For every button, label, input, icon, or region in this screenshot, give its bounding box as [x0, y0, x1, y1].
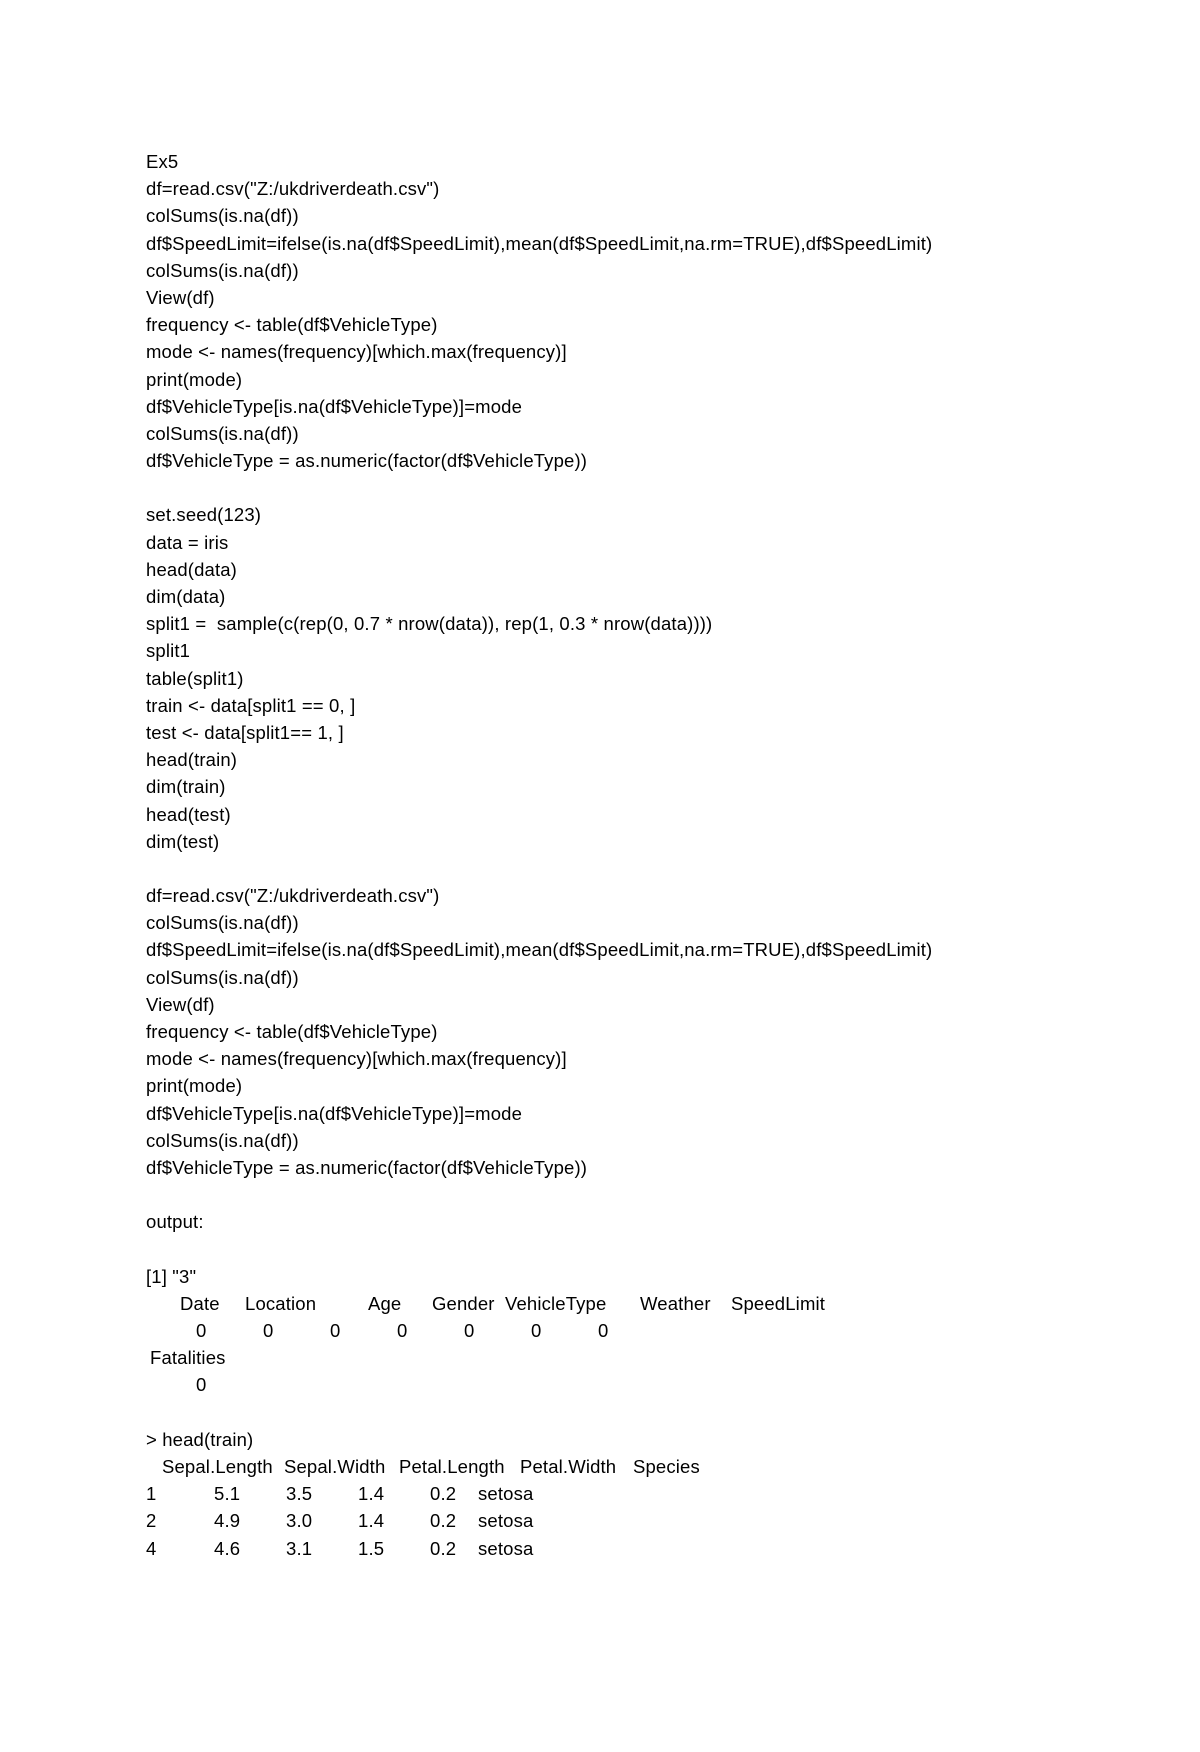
na-header-cell: Date: [180, 1292, 220, 1314]
code-line: train <- data[split1 == 0, ]: [146, 694, 356, 716]
code-line: df$VehicleType[is.na(df$VehicleType)]=mode: [146, 1102, 523, 1124]
row-index-cell: 2: [146, 1510, 157, 1532]
na-header-cell: VehicleType: [505, 1292, 607, 1314]
code-line: test <- data[split1== 1, ]: [146, 721, 344, 743]
train-header-cell: Petal.Length: [399, 1456, 505, 1477]
code-line: frequency <- table(df$VehicleType): [146, 314, 438, 336]
na-counts-value-row: [146, 1317, 1146, 1344]
row-index-cell: 4: [146, 1537, 157, 1559]
na-header-cell: Weather: [640, 1292, 711, 1314]
code-line: split1: [146, 640, 191, 662]
na-header-cell: Fatalities: [150, 1347, 226, 1369]
table-cell: 1.4: [358, 1510, 385, 1532]
code-line: head(test): [146, 803, 231, 825]
code-line: df$SpeedLimit=ifelse(is.na(df$SpeedLimit),mean(df$SpeedLimit,na.rm=TRUE),df$SpeedLimit): [146, 939, 933, 961]
table-row: [146, 1535, 1146, 1562]
train-header-cell: Sepal.Length: [162, 1456, 273, 1477]
table-cell: 0.2: [430, 1483, 457, 1505]
document-body: [146, 148, 1146, 1562]
head-train-table: [146, 1426, 1146, 1562]
code-line: mode <- names(frequency)[which.max(frequency)]: [146, 1048, 567, 1070]
code-block-ukdriverdeath-repeat: [146, 882, 1146, 1181]
blank-line: [146, 1181, 1146, 1208]
na-value-cell: 0: [531, 1320, 542, 1342]
output-heading: output:: [146, 1211, 204, 1233]
table-cell: 3.0: [286, 1510, 313, 1532]
table-cell: 5.1: [214, 1483, 241, 1505]
code-line: colSums(is.na(df)): [146, 966, 299, 988]
blank-line: [146, 474, 1146, 501]
na-header-cell: Location: [245, 1292, 317, 1314]
blank-line: [146, 1399, 1146, 1426]
code-line: colSums(is.na(df)): [146, 422, 299, 444]
code-line: head(data): [146, 558, 237, 580]
output-section: [146, 1208, 1146, 1561]
code-line: dim(train): [146, 776, 226, 798]
head-train-prompt: > head(train): [146, 1428, 254, 1450]
na-counts-extra-header-row: [146, 1344, 1146, 1371]
table-cell: setosa: [478, 1483, 534, 1505]
na-counts-header-row: [146, 1290, 1146, 1317]
head-train-header-row: [146, 1453, 1146, 1480]
code-line: df$VehicleType = as.numeric(factor(df$VehicleType)): [146, 1156, 588, 1178]
na-value-cell: 0: [263, 1320, 274, 1342]
code-line: dim(test): [146, 830, 220, 852]
code-line: mode <- names(frequency)[which.max(frequency)]: [146, 341, 567, 363]
code-line: table(split1): [146, 667, 244, 689]
table-cell: 4.6: [214, 1537, 241, 1559]
code-line: data = iris: [146, 531, 229, 553]
na-value-cell: 0: [196, 1320, 207, 1342]
train-header-cell: Petal.Width: [520, 1456, 617, 1477]
table-row: [146, 1507, 1146, 1534]
table-row: [146, 1480, 1146, 1507]
na-value-cell: 0: [196, 1374, 207, 1396]
code-line: df=read.csv("Z:/ukdriverdeath.csv"): [146, 178, 440, 200]
code-line: colSums(is.na(df)): [146, 1129, 299, 1151]
na-counts-table: [146, 1290, 1146, 1399]
row-index-cell: 1: [146, 1483, 157, 1505]
train-header-cell: Sepal.Width: [284, 1456, 386, 1477]
code-line: colSums(is.na(df)): [146, 912, 299, 934]
blank-line: [146, 855, 1146, 882]
code-line: head(train): [146, 749, 238, 771]
table-cell: 0.2: [430, 1510, 457, 1532]
train-header-cell: Species: [633, 1456, 700, 1477]
table-cell: 1.5: [358, 1537, 385, 1559]
code-block-iris-split: [146, 501, 1146, 854]
code-line: df$VehicleType[is.na(df$VehicleType)]=mode: [146, 395, 523, 417]
code-block-ukdriverdeath: [146, 148, 1146, 474]
table-cell: 4.9: [214, 1510, 241, 1532]
na-header-cell: Gender: [432, 1292, 495, 1314]
code-line: dim(data): [146, 586, 226, 607]
code-line: frequency <- table(df$VehicleType): [146, 1021, 438, 1042]
code-line: print(mode): [146, 1075, 243, 1097]
table-cell: 0.2: [430, 1537, 457, 1559]
code-line: print(mode): [146, 368, 243, 390]
table-cell: setosa: [478, 1510, 534, 1532]
code-line: split1 = sample(c(rep(0, 0.7 * nrow(data)), rep(1, 0.3 * nrow(data)))): [146, 613, 713, 635]
code-line: Ex5: [146, 151, 179, 172]
na-value-cell: 0: [397, 1320, 408, 1342]
code-line: df=read.csv("Z:/ukdriverdeath.csv"): [146, 885, 440, 907]
na-value-cell: 0: [464, 1320, 475, 1342]
na-value-cell: 0: [598, 1320, 609, 1342]
code-line: View(df): [146, 286, 215, 308]
code-line: colSums(is.na(df)): [146, 259, 299, 281]
table-cell: setosa: [478, 1537, 534, 1559]
code-line: colSums(is.na(df)): [146, 205, 299, 227]
na-counts-extra-value-row: [146, 1371, 1146, 1398]
code-line: df$VehicleType = as.numeric(factor(df$VehicleType)): [146, 450, 588, 472]
table-cell: 3.5: [286, 1483, 313, 1505]
table-cell: 3.1: [286, 1537, 313, 1559]
code-line: set.seed(123): [146, 504, 262, 526]
mode-result: [1] "3": [146, 1265, 197, 1287]
blank-line: [146, 1236, 1146, 1263]
na-value-cell: 0: [330, 1320, 341, 1342]
code-line: View(df): [146, 993, 215, 1015]
na-header-cell: SpeedLimit: [731, 1292, 826, 1314]
na-header-cell: Age: [368, 1292, 402, 1314]
code-line: df$SpeedLimit=ifelse(is.na(df$SpeedLimit),mean(df$SpeedLimit,na.rm=TRUE),df$SpeedLimit): [146, 232, 933, 254]
table-cell: 1.4: [358, 1483, 385, 1505]
